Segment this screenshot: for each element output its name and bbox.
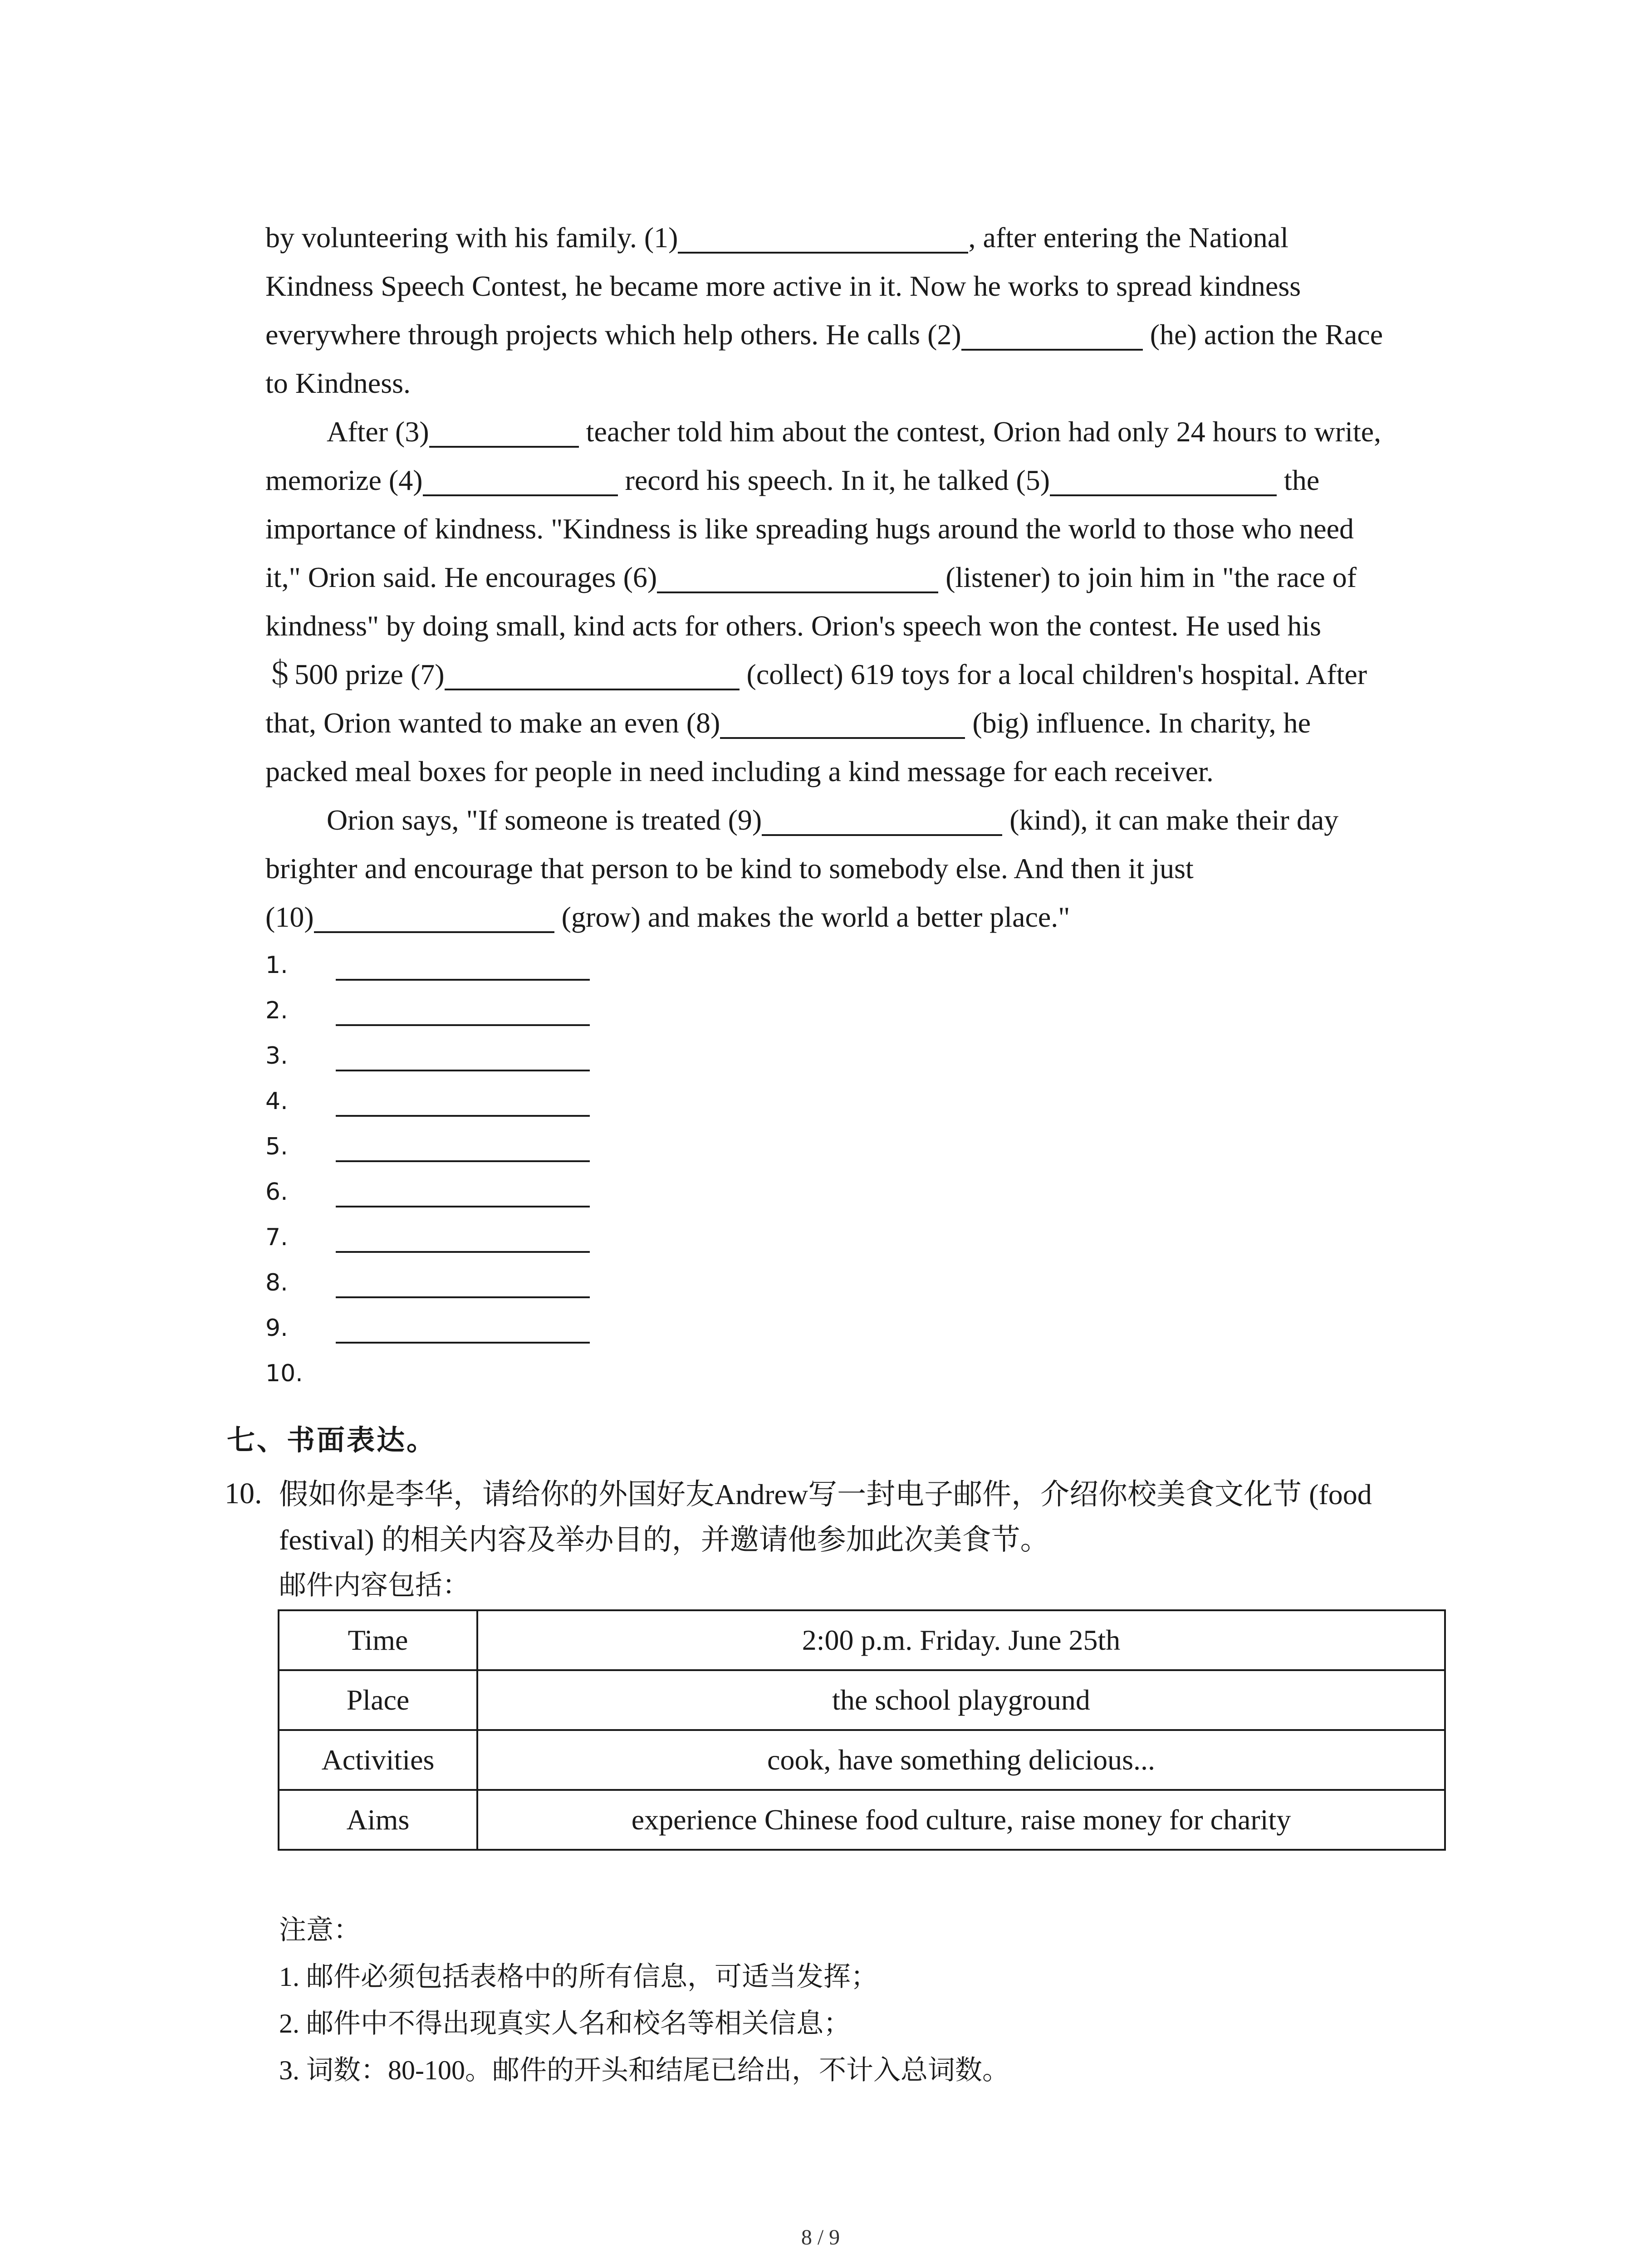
passage-line	[265, 893, 1436, 941]
table-row	[279, 1670, 1445, 1730]
answer-row	[265, 1038, 628, 1083]
table-key: Time	[279, 1610, 477, 1670]
passage-line: importance of kindness. "Kindness is like spreading hugs around the world to those who need	[265, 513, 1354, 545]
answer-number: 9.	[265, 1315, 288, 1342]
passage-line: packed meal boxes for people in need including a kind message for each receiver.	[265, 755, 1214, 787]
passage-text: , after entering the National	[968, 221, 1288, 254]
passage-line	[265, 796, 1436, 844]
table-value: cook, have something delicious...	[477, 1730, 1445, 1790]
question-text: 假如你是李华，请给你的外国好友Andrew写一封电子邮件，介绍你校美食文化节 (food	[279, 1478, 1372, 1510]
passage-line: kindness" by doing small, kind acts for others. Orion's speech won the contest. He used his	[265, 610, 1322, 642]
passage-text: (grow) and makes the world a better place."	[554, 901, 1070, 933]
passage-line: Kindness Speech Contest, he became more active in it. Now he works to spread kindness	[265, 270, 1301, 302]
blank-4	[423, 465, 618, 496]
answer-line[interactable]	[336, 1024, 590, 1026]
answer-number: 6.	[265, 1178, 288, 1206]
blank-10	[314, 902, 554, 933]
passage-text: (he) action the Race	[1142, 318, 1383, 351]
table-key: Place	[279, 1670, 477, 1730]
blank-9	[762, 805, 1002, 836]
passage-text: (kind), it can make their day	[1002, 804, 1339, 836]
answer-line[interactable]	[336, 1296, 590, 1298]
note-item: 1. 邮件必须包括表格中的所有信息，可适当发挥；	[279, 1962, 878, 1992]
passage-line: to Kindness.	[265, 367, 411, 399]
blank-1	[678, 223, 968, 254]
answer-line[interactable]	[336, 1115, 590, 1117]
passage-line	[265, 650, 1436, 699]
blank-8	[720, 708, 965, 739]
answer-number: 8.	[265, 1269, 288, 1296]
table-row	[279, 1610, 1445, 1670]
passage-text: (big) influence. In charity, he	[965, 707, 1311, 739]
blank-6	[657, 562, 938, 593]
answer-number: 5.	[265, 1133, 288, 1160]
notes	[279, 1912, 1009, 2099]
answer-row	[265, 947, 628, 992]
passage-text: Orion says, "If someone is treated (9)	[327, 804, 762, 836]
answer-row	[265, 1265, 628, 1310]
passage-text: that, Orion wanted to make an even (8)	[265, 707, 720, 739]
blank-5	[1050, 465, 1277, 496]
passage-text: After (3)	[327, 415, 429, 448]
answer-line[interactable]	[336, 979, 590, 981]
passage-text: (10)	[265, 901, 314, 933]
passage-text: ＄500 prize (7)	[265, 658, 445, 690]
passage-line: brighter and encourage that person to be kind to somebody else. And then it just	[265, 852, 1194, 885]
table-value: the school playground	[477, 1670, 1445, 1730]
passage-text: the	[1277, 464, 1320, 496]
passage-text: record his speech. In it, he talked (5)	[617, 464, 1050, 496]
table-key: Aims	[279, 1790, 477, 1850]
answer-row	[265, 1310, 628, 1355]
answer-number: 2.	[265, 997, 288, 1024]
note-item: 2. 邮件中不得出现真实人名和校名等相关信息；	[279, 2009, 851, 2038]
answer-row	[265, 992, 628, 1038]
page-number: 8 / 9	[801, 2225, 840, 2249]
answer-number: 10.	[265, 1360, 303, 1387]
section-title: 七、书面表达。	[227, 1423, 437, 1457]
answer-number: 7.	[265, 1224, 288, 1251]
passage-text: it," Orion said. He encourages (6)	[265, 561, 657, 593]
question-subtitle: 邮件内容包括：	[279, 1570, 470, 1600]
passage-line	[265, 699, 1436, 747]
passage-text: memorize (4)	[265, 464, 423, 496]
passage-text: (listener) to join him in "the race of	[938, 561, 1357, 593]
answer-line[interactable]	[336, 1342, 590, 1344]
blank-7	[445, 660, 740, 690]
blank-3	[429, 417, 579, 448]
answer-number: 4.	[265, 1088, 288, 1115]
question-number: 10.	[225, 1477, 262, 1510]
question-text: festival) 的相关内容及举办目的，并邀请他参加此次美食节。	[279, 1524, 1049, 1556]
passage-text: teacher told him about the contest, Orion had only 24 hours to write,	[578, 415, 1381, 448]
table-row	[279, 1730, 1445, 1790]
passage-line	[265, 310, 1436, 359]
passage-line	[265, 407, 1436, 456]
passage-line	[265, 213, 1436, 262]
passage-line	[265, 553, 1436, 601]
passage-text: everywhere through projects which help others. He calls (2)	[265, 318, 961, 351]
answer-row	[265, 1219, 628, 1265]
answer-line[interactable]	[336, 1160, 590, 1162]
answer-row	[265, 1174, 628, 1219]
table-value: 2:00 p.m. Friday. June 25th	[477, 1610, 1445, 1670]
cloze-passage	[265, 213, 1436, 941]
passage-text: (collect) 619 toys for a local children's hospital. After	[739, 658, 1367, 690]
answer-row	[265, 1083, 628, 1129]
answer-number: 1.	[265, 952, 288, 979]
table-row	[279, 1790, 1445, 1850]
blank-2	[961, 320, 1143, 351]
answer-row	[265, 1129, 628, 1174]
note-item: 3. 词数：80-100。邮件的开头和结尾已给出，不计入总词数。	[279, 2055, 1009, 2085]
table-value: experience Chinese food culture, raise money for charity	[477, 1790, 1445, 1850]
passage-line	[265, 456, 1436, 504]
passage-text: by volunteering with his family. (1)	[265, 221, 678, 254]
answer-number: 3.	[265, 1042, 288, 1070]
answer-row	[265, 1355, 628, 1401]
answer-line[interactable]	[336, 1070, 590, 1071]
info-table	[278, 1609, 1446, 1851]
table-key: Activities	[279, 1730, 477, 1790]
answer-line[interactable]	[336, 1251, 590, 1253]
notes-title: 注意：	[279, 1915, 361, 1945]
answer-line[interactable]	[336, 1206, 590, 1207]
